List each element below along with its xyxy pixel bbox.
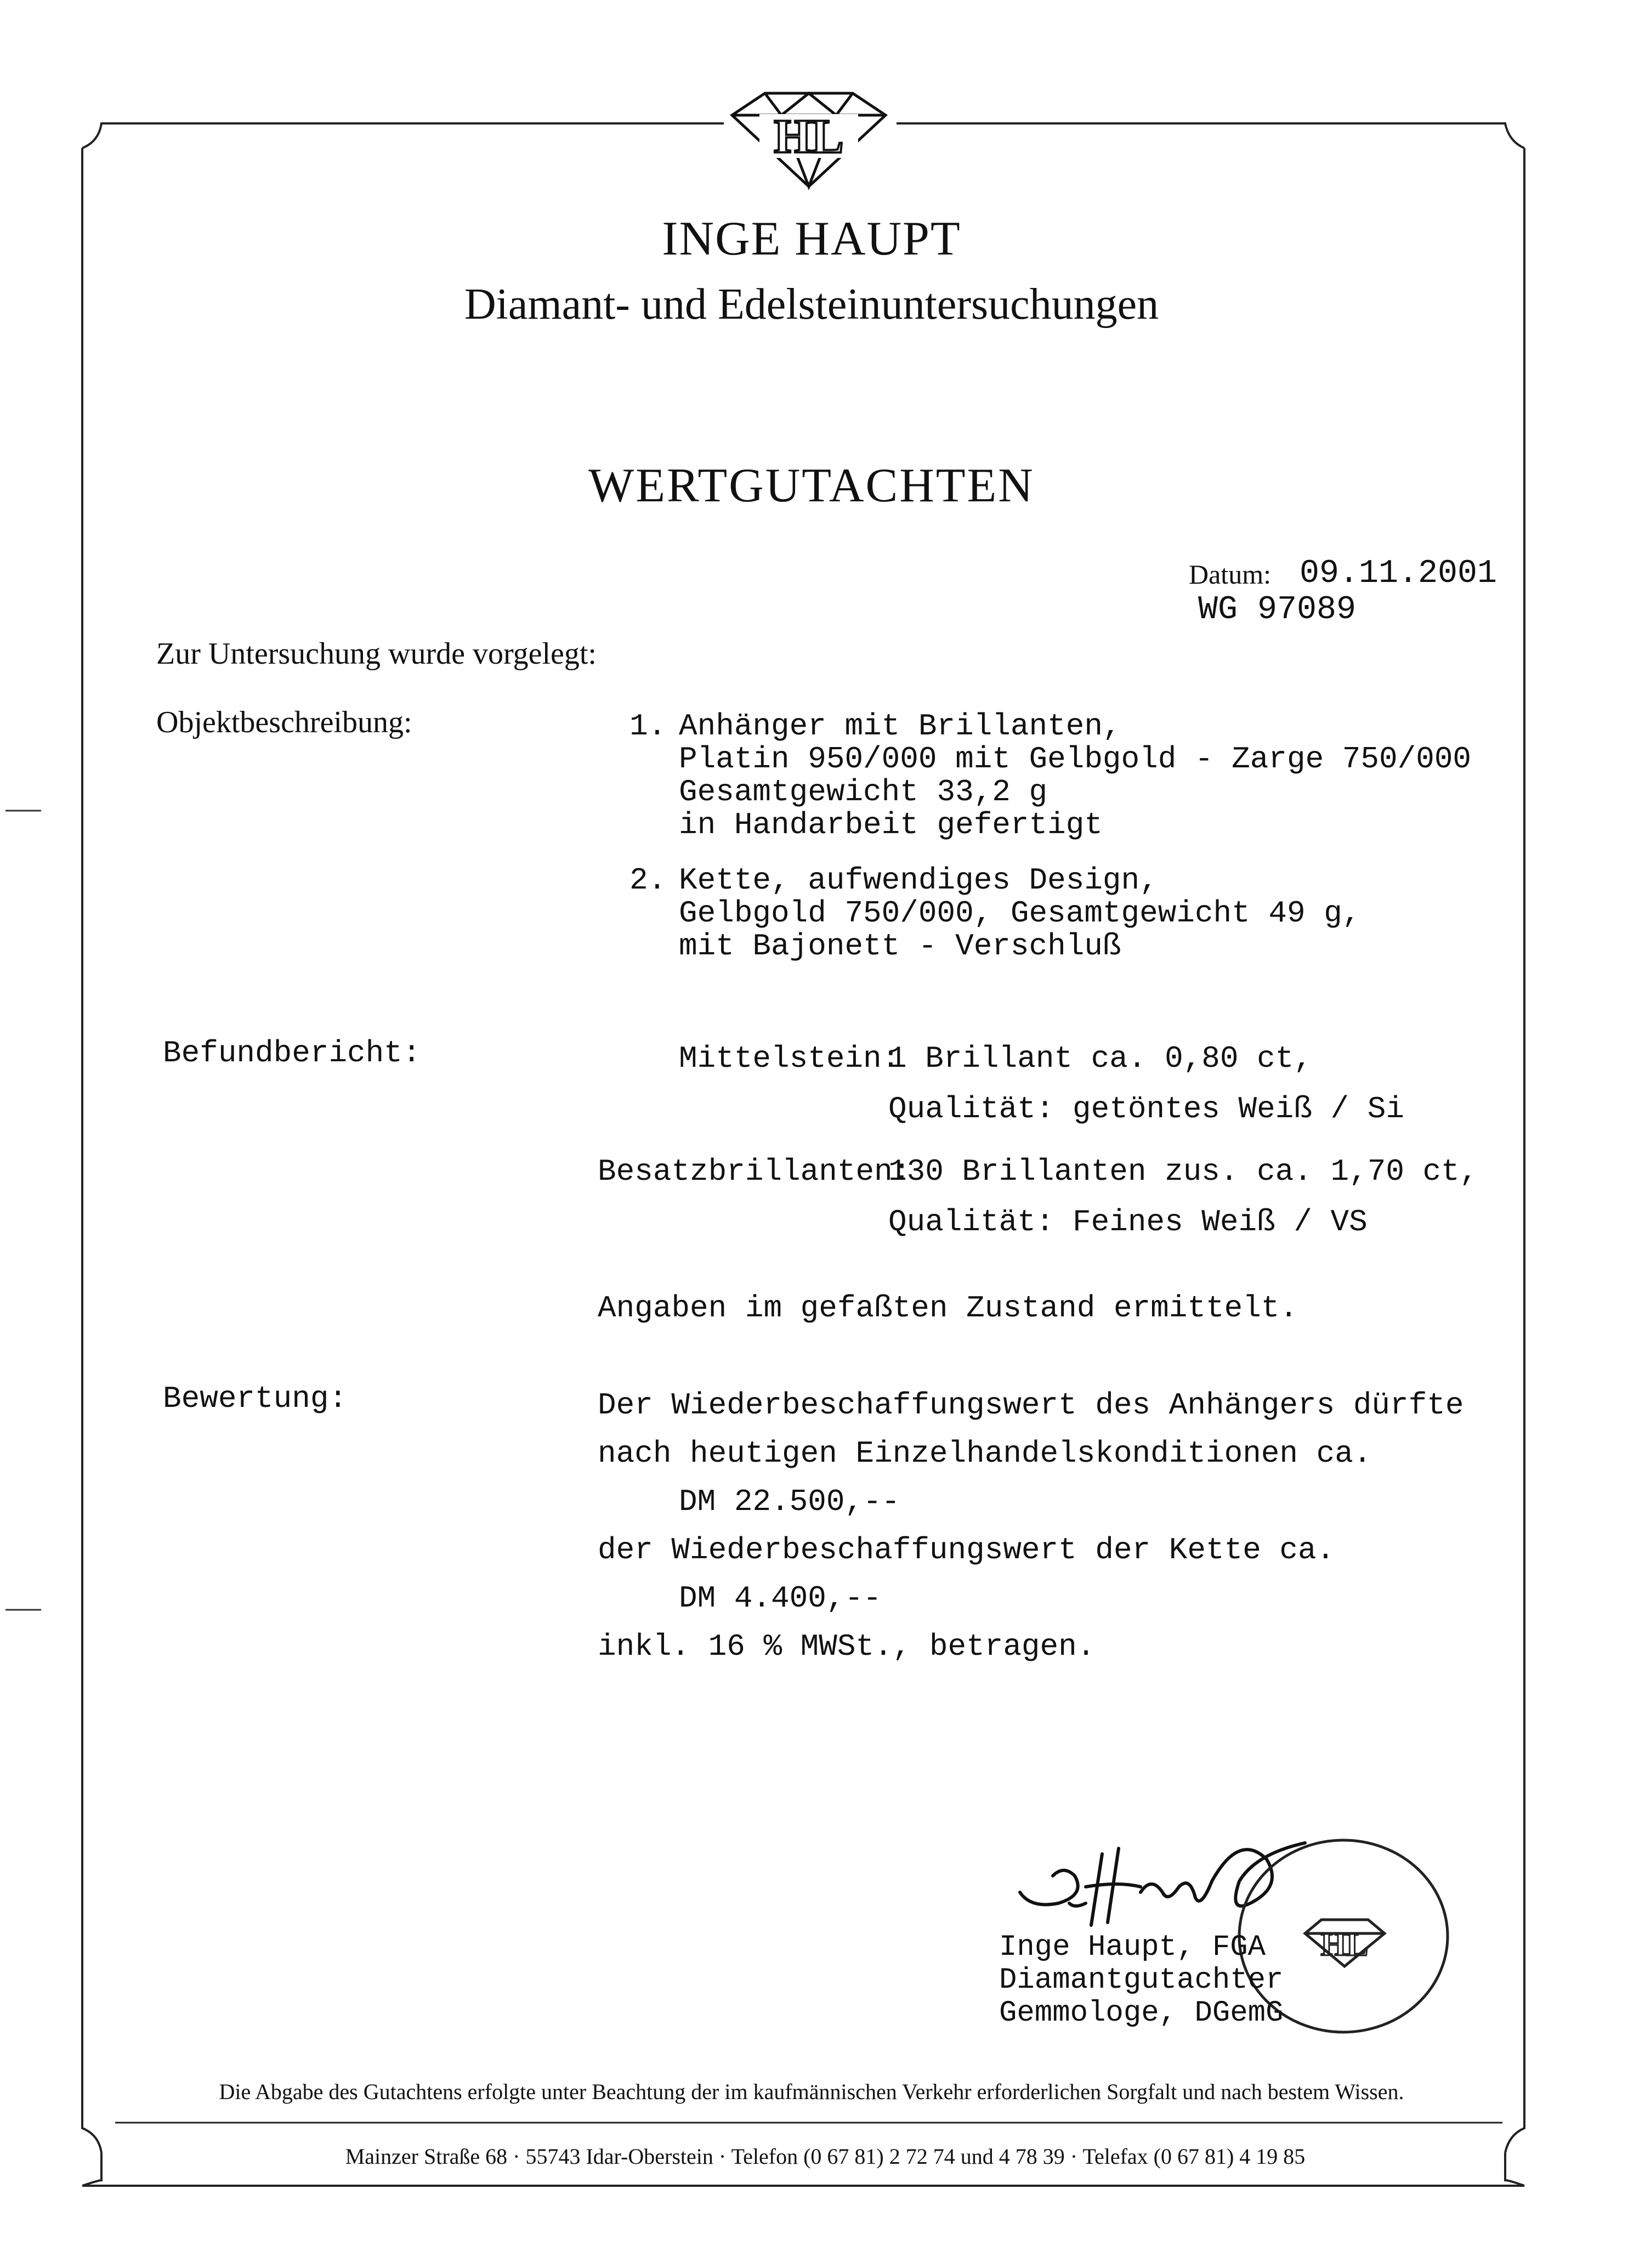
valuation-label: Bewertung: xyxy=(163,1381,348,1416)
item-line: Gelbgold 750/000, Gesamtgewicht 49 g, xyxy=(679,896,1361,931)
document-title: WERTGUTACHTEN xyxy=(588,459,1035,512)
valuation-amount: DM 22.500,-- xyxy=(679,1484,900,1519)
item-number: 2. xyxy=(629,863,667,898)
item-line: Platin 950/000 mit Gelbgold - Zarge 750/000 xyxy=(679,742,1472,777)
valuation-line: inkl. 16 % MWSt., betragen. xyxy=(598,1629,1096,1664)
date-value: 09.11.2001 xyxy=(1300,555,1497,592)
side-stones-value: 130 Brillanten zus. ca. 1,70 ct, xyxy=(888,1154,1478,1189)
date-label: Datum: xyxy=(1189,559,1271,590)
center-stone-label: Mittelstein: xyxy=(679,1041,900,1076)
item-line: Anhänger mit Brillanten, xyxy=(679,709,1121,744)
footer-disclaimer: Die Abgabe des Gutachtens erfolgte unter Beachtung der im kaufmännischen Verkehr erforderlichen Sorgfalt und nach bestem Wissen. xyxy=(219,2079,1404,2104)
findings-note: Angaben im gefaßten Zustand ermittelt. xyxy=(598,1291,1298,1326)
center-stone-quality: Qualität: getöntes Weiß / Si xyxy=(888,1091,1404,1127)
company-name: INGE HAUPT xyxy=(662,212,961,265)
svg-text:HL: HL xyxy=(1320,1926,1369,1962)
item-line: Gesamtgewicht 33,2 g xyxy=(679,774,1048,810)
company-subtitle: Diamant- und Edelsteinuntersuchungen xyxy=(464,280,1159,329)
center-stone-value: 1 Brillant ca. 0,80 ct, xyxy=(888,1041,1312,1076)
svg-text:HL: HL xyxy=(774,110,844,163)
footer-address: Mainzer Straße 68 · 55743 Idar-Oberstein · Telefon (0 67 81) 2 72 74 und 4 78 39 · Telefax (0 67 81) 4 19 85 xyxy=(345,2144,1306,2169)
object-description-label: Objektbeschreibung: xyxy=(156,705,412,739)
findings-label: Befundbericht: xyxy=(163,1036,421,1071)
diamond-logo-icon xyxy=(721,82,897,192)
item-number: 1. xyxy=(629,709,667,744)
side-stones-label: Besatzbrillanten: xyxy=(598,1154,911,1189)
valuation-amount: DM 4.400,-- xyxy=(679,1581,882,1616)
valuation-line: der Wiederbeschaffungswert der Kette ca. xyxy=(598,1532,1335,1568)
item-line: mit Bajonett - Verschluß xyxy=(679,929,1121,964)
valuation-line: Der Wiederbeschaffungswert des Anhängers dürfte xyxy=(598,1388,1464,1423)
item-line: Kette, aufwendiges Design, xyxy=(679,863,1158,898)
signatory-name: Inge Haupt, FGA xyxy=(999,1931,1266,1964)
signatory-title: Diamantgutachter xyxy=(999,1964,1284,1997)
reference-number: WG 97089 xyxy=(1198,591,1357,629)
intro-text: Zur Untersuchung wurde vorgelegt: xyxy=(156,637,597,671)
signatory-qualification: Gemmologe, DGemG xyxy=(999,1996,1284,2030)
side-stones-quality: Qualität: Feines Weiß / VS xyxy=(888,1204,1368,1240)
item-line: in Handarbeit gefertigt xyxy=(679,807,1103,842)
valuation-line: nach heutigen Einzelhandelskonditionen ca. xyxy=(598,1436,1372,1471)
